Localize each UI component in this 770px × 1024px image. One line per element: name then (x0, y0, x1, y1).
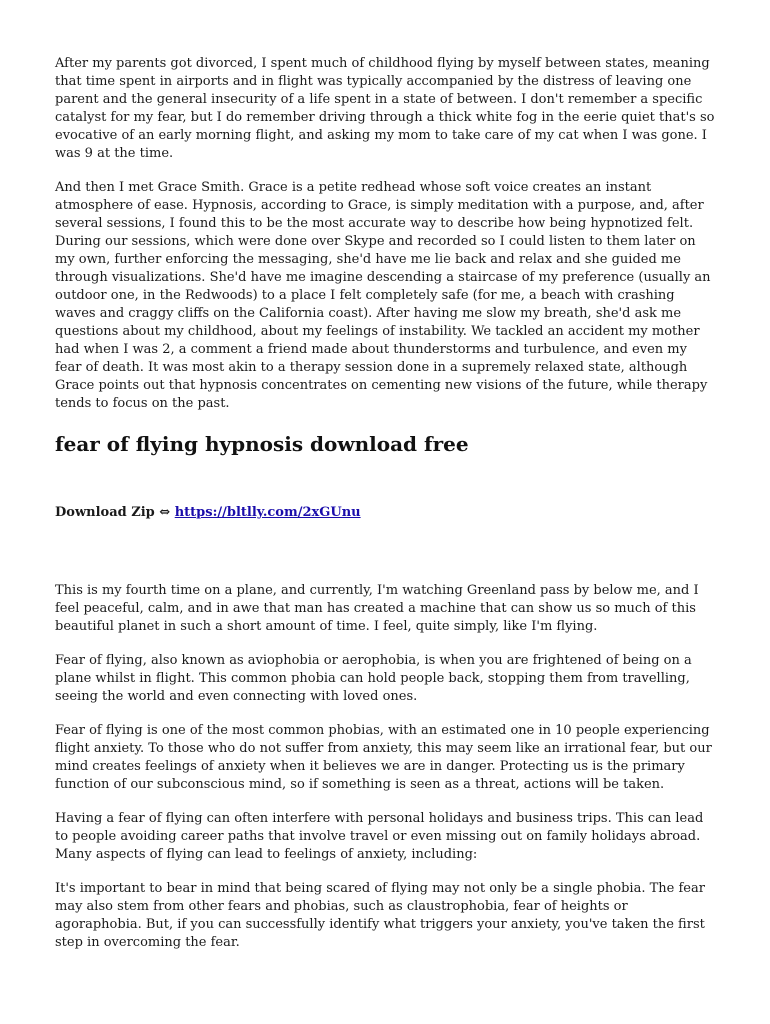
download-line (55, 504, 715, 522)
paragraph-childhood: After my parents got divorced, I spent much of childhood flying by myself between states, meaning that time spent in airports and in flight was typically accompanied by the distress of leaving one parent and the general insecurity of a life spent in a state of between. I don't remember a specific catalyst for my fear, but I do remember driving through a thick white fog in the eerie quiet that's so evocative of an early morning flight, and asking my mom to take care of my cat when I was gone. I was 9 at the time. (55, 56, 715, 161)
paragraph-holidays: Having a fear of flying can often interfere with personal holidays and business trips. This can lead to people avoiding career paths that involve travel or even missing out on family holidays abroad. Many aspects of flying can lead to feelings of anxiety, including: (55, 811, 704, 862)
paragraph-fourth-time: This is my fourth time on a plane, and currently, I'm watching Greenland pass by below me, and I feel peaceful, calm, and in awe that man has created a machine that can show us so much of this beautiful planet in such a short amount of time. I feel, quite simply, like I'm flying. (55, 583, 699, 634)
download-label: Download Zip ⇔ (55, 505, 171, 520)
section-heading: fear of flying hypnosis download free (55, 432, 469, 456)
paragraph-grace-smith: And then I met Grace Smith. Grace is a petite redhead whose soft voice creates an instant atmosphere of ease. Hypnosis, according to Grace, is simply meditation with a purpose, and, after several sessions, I found this to be the most accurate way to describe how being hypnotized felt. During our sessions, which were done over Skype and recorded so I could listen to them later on my own, further enforcing the messaging, she'd have me lie back and relax and she guided me through visualizations. She'd have me imagine descending a staircase of my preference (usually an outdoor one, in the Redwoods) to a place I felt completely safe (for me, a beach with crashing waves and craggy cliffs on the California coast). After having me slow my breath, she'd ask me questions about my childhood, about my feelings of instability. We tackled an accident my mother had when I was 2, a comment a friend made about thunderstorms and turbulence, and even my fear of death. It was most akin to a therapy session done in a supremely relaxed state, although Grace points out that hypnosis concentrates on cementing new visions of the future, while therapy tends to focus on the past. (55, 180, 711, 411)
document-page (55, 55, 715, 952)
paragraph-common-phobias: Fear of flying is one of the most common phobias, with an estimated one in 10 people experiencing flight anxiety. To those who do not suffer from anxiety, this may seem like an irrational fear, but our mind creates feelings of anxiety when it believes we are in danger. Protecting us is the primary function of our subconscious mind, so if something is seen as a threat, actions will be taken. (55, 723, 712, 792)
paragraph-triggers: It's important to bear in mind that being scared of flying may not only be a single phobia. The fear may also stem from other fears and phobias, such as claustrophobia, fear of heights or agoraphobia. But, if you can successfully identify what triggers your anxiety, you've taken the first step in overcoming the fear. (55, 881, 705, 950)
paragraph-aviophobia: Fear of flying, also known as aviophobia or aerophobia, is when you are frightened of being on a plane whilst in flight. This common phobia can hold people back, stopping them from travelling, seeing the world and even connecting with loved ones. (55, 653, 692, 704)
download-link[interactable]: https://bltlly.com/2xGUnu (174, 505, 361, 520)
